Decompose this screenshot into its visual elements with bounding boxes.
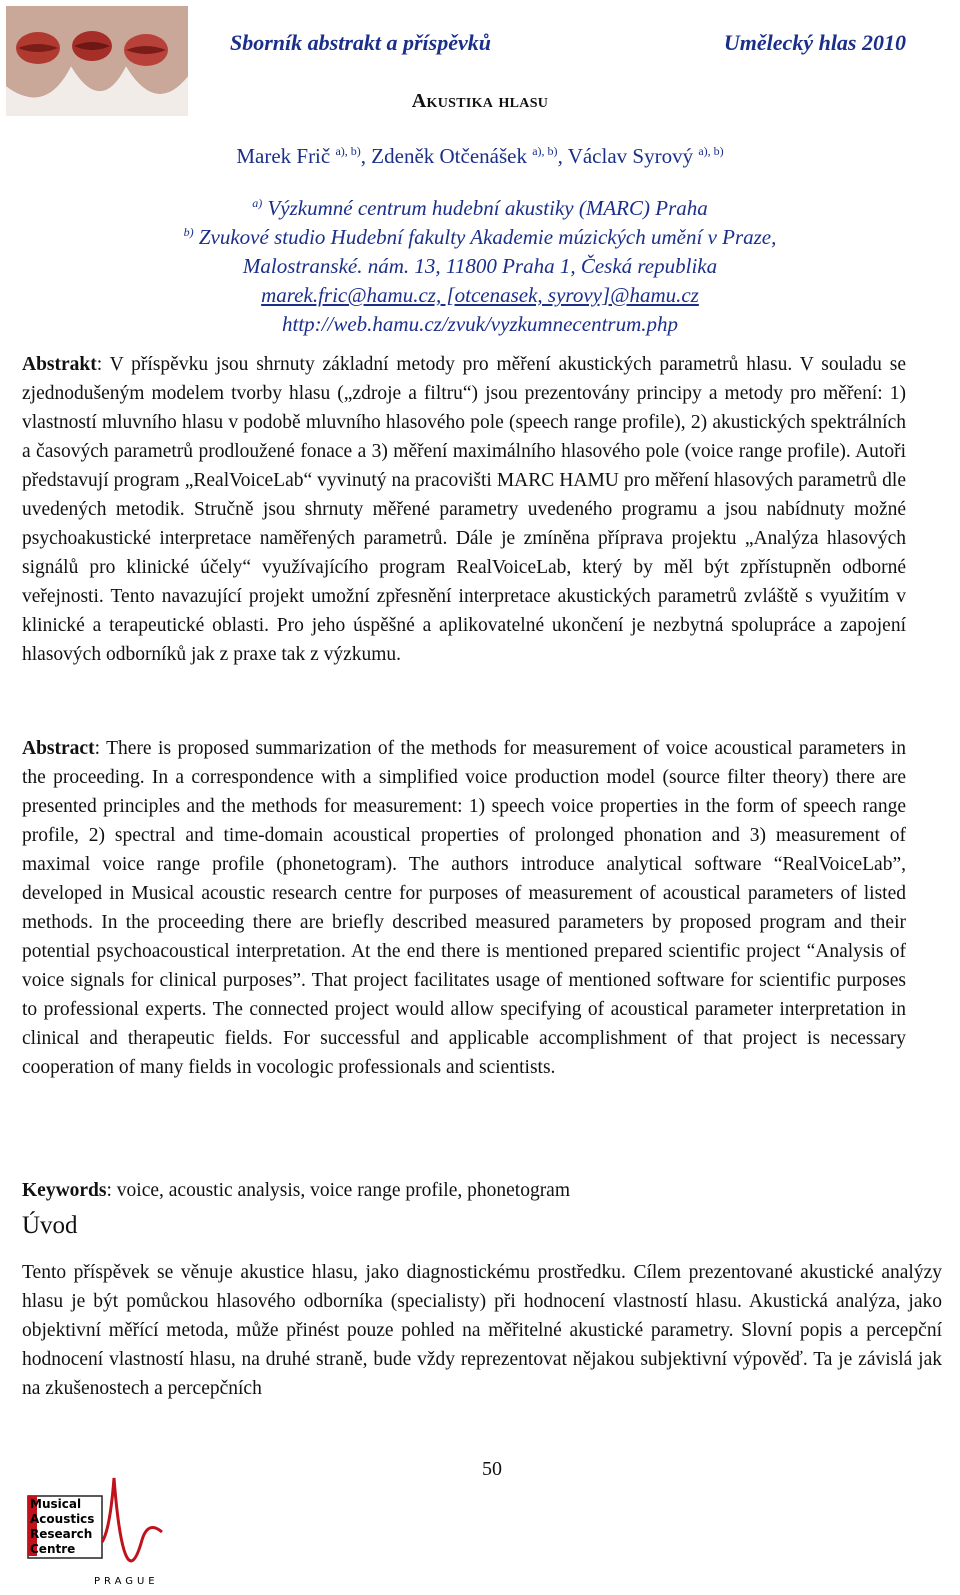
affiliation-emails bbox=[0, 283, 960, 308]
author-list bbox=[0, 144, 960, 169]
logo-line-musical: Musical bbox=[30, 1497, 82, 1511]
affiliation-a bbox=[0, 196, 960, 221]
affiliation-b bbox=[0, 225, 960, 250]
affiliation-text: Zvukové studio Hudební fakulty Akademie múzických umění v Praze, bbox=[198, 225, 777, 249]
author-affiliation-mark: a), b) bbox=[698, 144, 724, 158]
affiliation-url[interactable]: http://web.hamu.cz/zvuk/vyzkumnecentrum.php bbox=[282, 312, 678, 336]
author-name: Zdeněk Otčenášek bbox=[371, 144, 527, 168]
email-link[interactable]: marek.fric@hamu.cz, [otcenasek, syrovy]@hamu.cz bbox=[261, 283, 699, 307]
abstract-paragraph bbox=[22, 734, 906, 1082]
abstract-text: : There is proposed summarization of the methods for measurement of voice acoustical parameters in the proceeding. In a correspondence with a simplified voice production model (source filter theory) there are presented principles and the methods for measurement: 1) speech voice properties in the form of speech range profile, 2) spectral and time-domain acoustical properties of prolonged phonation and 3) measurement of maximal voice range profile (phonetogram). The authors introduce analytical software “RealVoiceLab”, developed in Musical acoustic research centre for purposes of measurement of acoustical parameters of listed methods. In the proceeding there are briefly described measured parameters by proposed program and their potential psychoacoustical interpretation. At the end there is mentioned prepared scientific project “Analysis of voice signals for clinical purposes”. That project facilitates usage of mentioned software for scientific purposes to professional experts. The connected project would allow specifying of acoustical parameter interpretation in clinical and therapeutic fields. For successful and applicable accomplishment of that project is necessary cooperation of many fields in vocologic professionals and scientists. bbox=[22, 738, 906, 1078]
marc-logo bbox=[24, 1470, 166, 1588]
author-name: Marek Frič bbox=[236, 144, 331, 168]
affiliation-mark: a) bbox=[252, 196, 263, 210]
paper-title: Akustika hlasu bbox=[411, 90, 549, 112]
page-number: 50 bbox=[482, 1458, 502, 1480]
affiliation-text: Výzkumné centrum hudební akustiky (MARC) Praha bbox=[267, 196, 708, 220]
author-separator: , bbox=[360, 144, 367, 168]
logo-line-research: Research bbox=[30, 1527, 93, 1541]
logo-line-acoustics: Acoustics bbox=[30, 1512, 95, 1526]
running-header-right: Umělecký hlas 2010 bbox=[723, 30, 906, 55]
author-separator: , bbox=[557, 144, 563, 168]
logo-line-centre: Centre bbox=[30, 1542, 76, 1556]
keywords-paragraph bbox=[22, 1176, 906, 1205]
keywords-label: Keywords bbox=[22, 1180, 107, 1201]
author-name: Václav Syrový bbox=[567, 144, 694, 168]
abstrakt-label: Abstrakt bbox=[22, 354, 97, 375]
keywords-text: : voice, acoustic analysis, voice range profile, phonetogram bbox=[106, 1180, 571, 1201]
section-heading: Úvod bbox=[22, 1212, 78, 1239]
abstract-label: Abstract bbox=[22, 738, 95, 759]
abstrakt-paragraph bbox=[22, 350, 906, 669]
abstrakt-text: : V příspěvku jsou shrnuty základní metody pro měření akustických parametrů hlasu. V souladu se zjednodušeným modelem tvorby hlasu („zdroje a filtru“) jsou prezentovány principy a metody pro měření: 1) vlastností mluvního hlasu v podobě mluvního hlasového pole (speech range profile), 2) akustických spektrálních a časových parametrů prodloužené fonace a 3) měření maximálního hlasového pole (voice range profile). Autoři představují program „RealVoiceLab“ vyvinutý na pracovišti MARC HAMU pro měření hlasových parametrů dle uvedených metodik. Stručně jsou shrnuty měřené parametry uvedeného programu a jsou nabídnuty možné psychoakustické interpretace naměřených parametrů. Dále je zmíněna příprava projektu „Analýza hlasových signálů pro klinické účely“ využívajícího program RealVoiceLab, který by měl být zpřístupněn odborné veřejnosti. Tento navazující projekt umožní zpřesnění interpretace akustických parametrů zvláště s využitím v klinické a terapeutické oblasti. Pro jeho úspěšné a aplikovatelné ukončení je nezbytná spolupráce a zapojení hlasových odborníků jak z praxe tak z výzkumu. bbox=[22, 354, 906, 665]
author-affiliation-mark: a), b) bbox=[532, 144, 558, 158]
intro-paragraph: Tento příspěvek se věnuje akustice hlasu, jako diagnostickému prostředku. Cílem prezentované akustické analýzy hlasu je být pomůckou hlasového odborníka (specialisty) při hodnocení vlastností hlasu. Akustická analýza, jako objektivní měřící metoda, může přinést pouze pohled na měřitelné akustické parametry. Slovní popis a percepční hodnocení vlastností hlasu, na druhé straně, bude vždy reprezentovat nějakou subjektivní výpověď. Ta je závislá jak na zkušenostech a percepčních bbox=[22, 1262, 942, 1399]
affiliation-mark: b) bbox=[183, 225, 194, 239]
running-header-left: Sborník abstrakt a příspěvků bbox=[230, 30, 491, 55]
logo-city: PRAGUE bbox=[94, 1576, 159, 1587]
author-affiliation-mark: a), b) bbox=[335, 144, 361, 158]
affiliation-address: Malostranské. nám. 13, 11800 Praha 1, Česká republika bbox=[242, 254, 718, 278]
